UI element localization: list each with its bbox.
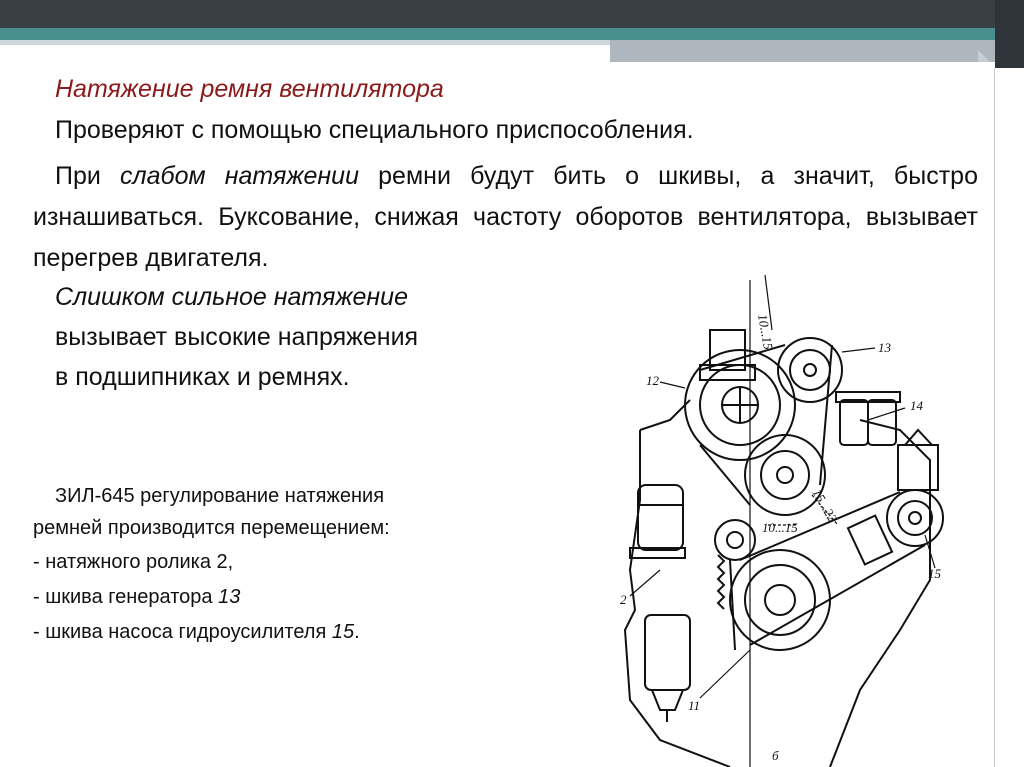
text-weak-rest: ремни будут бить о шкивы, а значит, быстро изнашиваться. Буксование, снижая частоту оборотов вентилятора, вызывает перегрев двигателя. (33, 162, 978, 272)
accent-stripe (0, 28, 1024, 40)
list-item-pump-num: 15 (331, 621, 355, 643)
tension-spring (718, 555, 724, 609)
text-weak-emphasis: слабом натяжении (120, 162, 359, 190)
fine-filter-left (840, 400, 868, 445)
text-check-method: Проверяют с помощью специального приспособления. (55, 116, 694, 144)
list-item-generator-pulley (33, 585, 240, 609)
label-15-22: 15...22 (809, 486, 841, 525)
text-zil-intro: ЗИЛ-645 регулирование натяжения (55, 485, 385, 507)
page-fold-decoration (978, 50, 990, 62)
label-12: 12 (646, 373, 659, 388)
text-weak-tension (33, 156, 978, 279)
text-zil-intro-2: ремней производится перемещением: (33, 517, 390, 539)
steering-pump-pulley (887, 490, 943, 546)
list-item-pump-text: - шкива насоса гидроусилителя (33, 621, 332, 643)
label-15: 15 (928, 566, 941, 581)
label-10-15-mid: 10...15 (762, 520, 798, 535)
tension-roller (715, 520, 755, 560)
label-10-15-top: 10...15 (755, 312, 777, 351)
list-item-generator-num: 13 (218, 586, 241, 608)
label-b: б (772, 748, 779, 763)
label-11: 11 (688, 698, 701, 713)
engine-belt-diagram (600, 270, 980, 767)
text-weak-start: При (55, 162, 120, 190)
label-14: 14 (910, 398, 923, 413)
list-item-pump-pulley (33, 620, 360, 644)
title-bar (0, 0, 1024, 28)
list-item-generator-text: - шкива генератора (33, 586, 219, 608)
accent-stripe-thin (0, 40, 610, 45)
accent-stripe-gray (610, 40, 1024, 62)
corner-block (995, 0, 1024, 68)
steering-reservoir (898, 445, 938, 490)
fuel-filter (645, 615, 690, 690)
label-2: 2 (620, 592, 627, 607)
slide-heading: Натяжение ремня вентилятора (55, 75, 444, 103)
slide-frame-line (994, 68, 995, 767)
oil-filter (638, 485, 683, 550)
text-strong-tension-heading: Слишком сильное натяжение (55, 283, 408, 311)
list-item-tension-roller: - натяжного ролика 2, (33, 551, 234, 573)
text-strong-tension-line2: вызывает высокие напряжения (55, 323, 419, 351)
list-item-pump-suffix: . (354, 621, 360, 643)
label-13: 13 (878, 340, 891, 355)
water-pump-pulley (745, 435, 825, 515)
text-strong-tension-line3: в подшипниках и ремнях. (55, 363, 350, 391)
